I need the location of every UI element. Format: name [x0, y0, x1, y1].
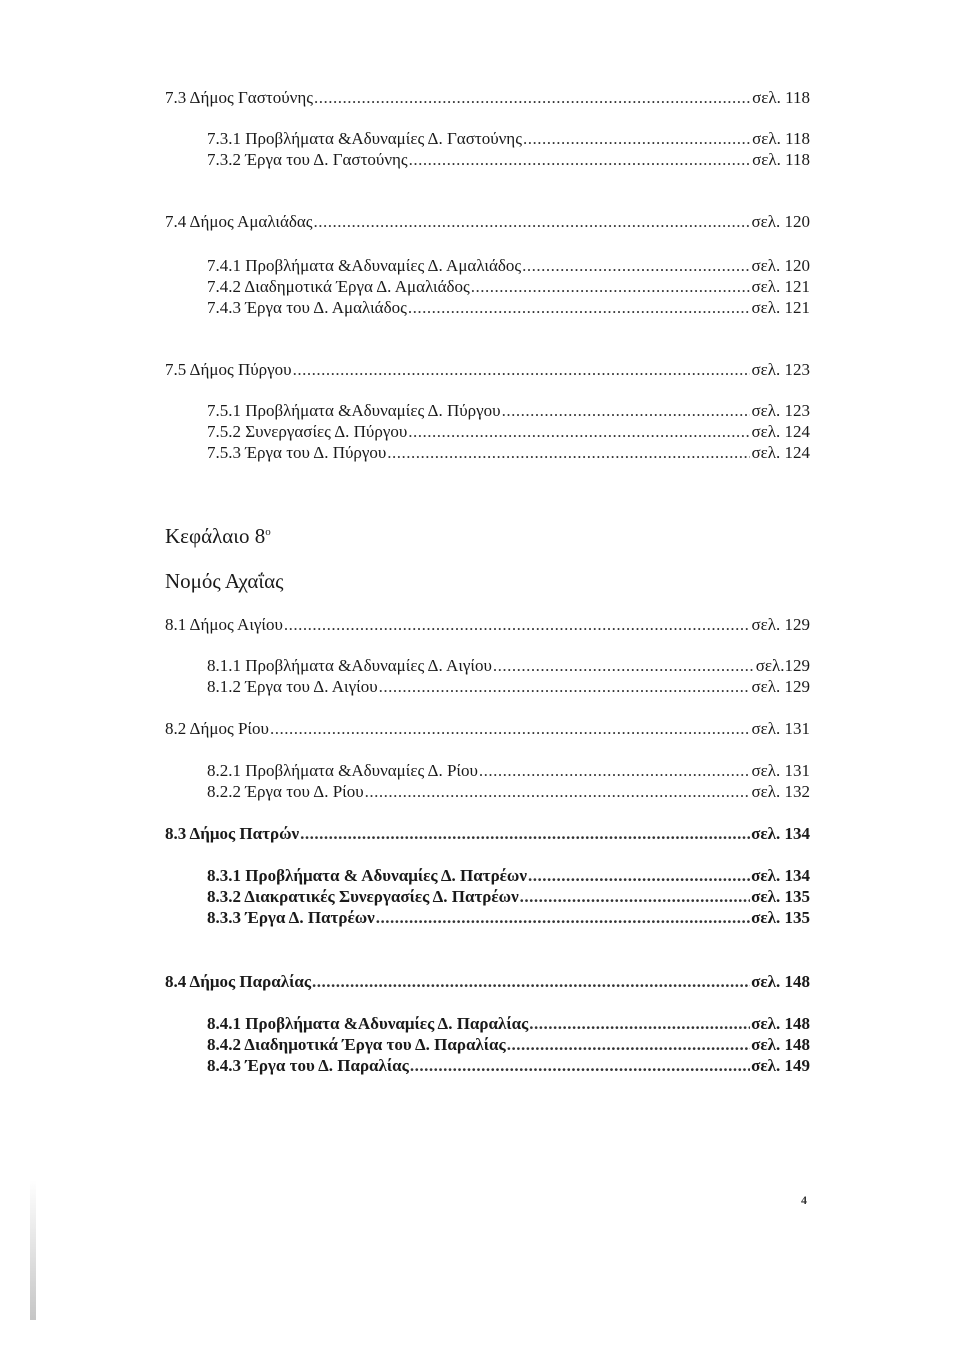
chapter-title: Κεφάλαιο $8^o$: [165, 524, 271, 548]
toc-entry-label: 7.4 Δήμος Αμαλιάδας: [165, 212, 313, 231]
toc-entry-page: σελ. 123: [751, 401, 810, 420]
toc-entry-label: 8.3.3 Έργα Δ. Πατρέων: [207, 908, 375, 927]
toc-entry-label: 7.3.1 Προβλήματα &Αδυναμίες Δ. Γαστούνης: [207, 129, 522, 148]
toc-entry: [165, 615, 810, 635]
toc-entry-page: σελ. 118: [752, 129, 810, 148]
toc-entry-page: σελ. 120: [751, 212, 810, 231]
toc-entry-page: σελ. 149: [751, 1056, 810, 1075]
toc-entry: [207, 887, 810, 907]
toc-entry: [165, 88, 810, 108]
toc-entry-page: σελ. 148: [751, 1035, 810, 1054]
toc-entry-label: 8.4.1 Προβλήματα &Αδυναμίες Δ. Παραλίας: [207, 1014, 529, 1033]
toc-entry: [165, 212, 810, 232]
toc-entry-label: 8.1.2 Έργα του Δ. Αιγίου: [207, 677, 378, 696]
toc-entry-page: σελ.129: [755, 656, 810, 675]
toc-entry-page: σελ. 121: [751, 277, 810, 296]
toc-entry: [207, 1056, 810, 1076]
toc-entry-page: σελ. 129: [751, 615, 810, 634]
toc-entry-label: 8.3.1 Προβλήματα & Αδυναμίες Δ. Πατρέων: [207, 866, 527, 885]
toc-entry-label: 7.5 Δήμος Πύργου: [165, 360, 292, 379]
toc-entry-page: σελ. 135: [751, 887, 810, 906]
toc-entry-label: 7.3 Δήμος Γαστούνης: [165, 88, 313, 107]
toc-entry-label: 7.5.3 Έργα του Δ. Πύργου: [207, 443, 387, 462]
toc-entry: [207, 908, 810, 928]
toc-entry: [207, 150, 810, 170]
toc-entry-label: 7.5.1 Προβλήματα &Αδυναμίες Δ. Πύργου: [207, 401, 501, 420]
toc-entry-label: 8.4 Δήμος Παραλίας: [165, 972, 312, 991]
toc-entry-page: σελ. 148: [751, 1014, 810, 1033]
toc-entry-label: 8.2 Δήμος Ρίου: [165, 719, 269, 738]
toc-entry: [165, 719, 810, 739]
toc-entry: [207, 1014, 810, 1034]
toc-entry: [165, 972, 810, 992]
toc-entry-label: 8.4.3 Έργα του Δ. Παραλίας: [207, 1056, 409, 1075]
toc-entry: [207, 256, 810, 276]
toc-entry-page: σελ. 132: [751, 782, 810, 801]
toc-entry-page: σελ. 131: [751, 761, 810, 780]
toc-entry: [207, 1035, 810, 1055]
toc-entry-label: 7.3.2 Έργα του Δ. Γαστούνης: [207, 150, 408, 169]
toc-entry-page: σελ. 134: [751, 866, 810, 885]
toc-entry-page: σελ. 124: [751, 443, 810, 462]
chapter-subtitle: Νομός Αχαΐας: [165, 569, 284, 593]
toc-entry: [207, 656, 810, 676]
toc-entry-page: σελ. 131: [751, 719, 810, 738]
toc-entry-page: σελ. 134: [751, 824, 810, 843]
toc-entry-page: σελ. 135: [751, 908, 810, 927]
toc-entry: [207, 277, 810, 297]
toc-entry-page: σελ. 148: [751, 972, 810, 991]
toc-entry-page: σελ. 123: [751, 360, 810, 379]
toc-entry-label: 8.1 Δήμος Αιγίου: [165, 615, 283, 634]
toc-entry-page: σελ. 121: [751, 298, 810, 317]
toc-entry-page: σελ. 118: [752, 88, 810, 107]
toc-entry: [165, 360, 810, 380]
toc-entry-label: 8.2.2 Έργα του Δ. Ρίου: [207, 782, 364, 801]
toc-entry-label: 7.4.2 Διαδημοτικά Έργα Δ. Αμαλιάδος: [207, 277, 470, 296]
toc-entry: [207, 298, 810, 318]
toc-entry: [207, 761, 810, 781]
toc-entry: [207, 677, 810, 697]
toc-entry-page: σελ. 129: [751, 677, 810, 696]
toc-entry-label: 8.2.1 Προβλήματα &Αδυναμίες Δ. Ρίου: [207, 761, 478, 780]
toc-entry-label: 8.3.2 Διακρατικές Συνεργασίες Δ. Πατρέων: [207, 887, 519, 906]
scan-edge-shadow: [30, 1180, 36, 1320]
toc-entry-label: 7.5.2 Συνεργασίες Δ. Πύργου: [207, 422, 408, 441]
toc-entry-page: σελ. 118: [752, 150, 810, 169]
toc-entry-label: 8.1.1 Προβλήματα &Αδυναμίες Δ. Αιγίου: [207, 656, 492, 675]
toc-entry: [165, 824, 810, 844]
toc-entry-page: σελ. 120: [751, 256, 810, 275]
toc-entry: [207, 422, 810, 442]
page-number: 4: [801, 1193, 807, 1207]
toc-entry: [207, 443, 810, 463]
toc-entry: [207, 129, 810, 149]
toc-entry-page: σελ. 124: [751, 422, 810, 441]
toc-entry: [207, 866, 810, 886]
toc-entry-label: 7.4.1 Προβλήματα &Αδυναμίες Δ. Αμαλιάδος: [207, 256, 522, 275]
toc-entry-label: 8.3 Δήμος Πατρών: [165, 824, 300, 843]
toc-entry-label: 8.4.2 Διαδημοτικά Έργα του Δ. Παραλίας: [207, 1035, 506, 1054]
toc-entry: [207, 782, 810, 802]
toc-entry: [207, 401, 810, 421]
toc-entry-label: 7.4.3 Έργα του Δ. Αμαλιάδος: [207, 298, 407, 317]
